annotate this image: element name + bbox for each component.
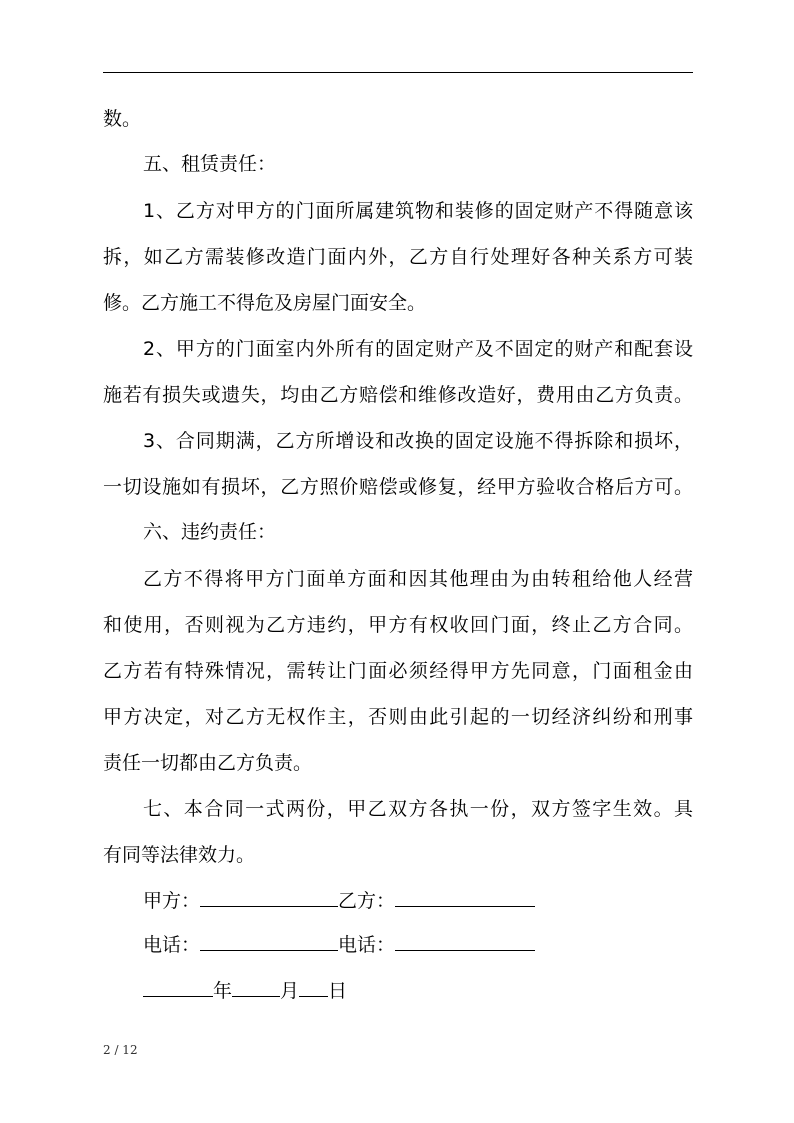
year-blank bbox=[143, 978, 213, 997]
section-heading: 五、租赁责任： bbox=[143, 153, 277, 175]
phone-b-label: 电话： bbox=[338, 934, 396, 956]
signature-party-row bbox=[143, 888, 535, 912]
page-number: 2 / 12 bbox=[103, 1043, 138, 1057]
signature-phone-row bbox=[143, 932, 535, 956]
month-blank bbox=[232, 978, 280, 997]
phone-b-line bbox=[395, 932, 535, 951]
month-label: 月 bbox=[280, 980, 300, 1002]
party-a-signature-line bbox=[200, 888, 338, 907]
paragraph-line: 修。乙方施工不得危及房屋门面安全。 bbox=[103, 292, 427, 314]
paragraph-line: 乙方若有特殊情况，需转让门面必须经得甲方先同意，门面租金由 bbox=[103, 660, 693, 682]
paragraph-line: 1、乙方对甲方的门面所属建筑物和装修的固定财产不得随意该 bbox=[143, 200, 693, 222]
year-label: 年 bbox=[213, 980, 233, 1002]
phone-a-label: 电话： bbox=[143, 934, 201, 956]
paragraph-line: 七、本合同一式两份，甲乙双方各执一份，双方签字生效。具 bbox=[143, 798, 693, 820]
day-blank bbox=[299, 978, 328, 997]
paragraph-line: 拆，如乙方需装修改造门面内外，乙方自行处理好各种关系方可装 bbox=[103, 246, 693, 268]
paragraph-line: 和使用，否则视为乙方违约，甲方有权收回门面，终止乙方合同。 bbox=[103, 614, 693, 636]
section-heading: 六、违约责任： bbox=[143, 521, 277, 543]
party-b-signature-line bbox=[395, 888, 535, 907]
paragraph-line: 一切设施如有损坏，乙方照价赔偿或修复，经甲方验收合格后方可。 bbox=[103, 476, 693, 498]
paragraph-line: 2、甲方的门面室内外所有的固定财产及不固定的财产和配套设 bbox=[143, 338, 693, 360]
phone-a-line bbox=[200, 932, 338, 951]
party-b-label: 乙方： bbox=[338, 890, 396, 912]
date-row bbox=[143, 978, 347, 1002]
party-a-label: 甲方： bbox=[143, 890, 201, 912]
header-rule bbox=[103, 72, 693, 73]
paragraph-line: 乙方不得将甲方门面单方面和因其他理由为由转租给他人经营 bbox=[143, 568, 693, 590]
paragraph-line: 有同等法律效力。 bbox=[103, 844, 256, 866]
paragraph-line: 3、合同期满，乙方所增设和改换的固定设施不得拆除和损坏， bbox=[143, 430, 693, 452]
paragraph-line: 甲方决定，对乙方无权作主，否则由此引起的一切经济纠纷和刑事 bbox=[103, 706, 693, 728]
paragraph-line: 施若有损失或遗失，均由乙方赔偿和维修改造好，费用由乙方负责。 bbox=[103, 384, 693, 406]
day-label: 日 bbox=[328, 980, 348, 1002]
paragraph-line: 数。 bbox=[103, 108, 142, 130]
paragraph-line: 责任一切都由乙方负责。 bbox=[103, 752, 313, 774]
